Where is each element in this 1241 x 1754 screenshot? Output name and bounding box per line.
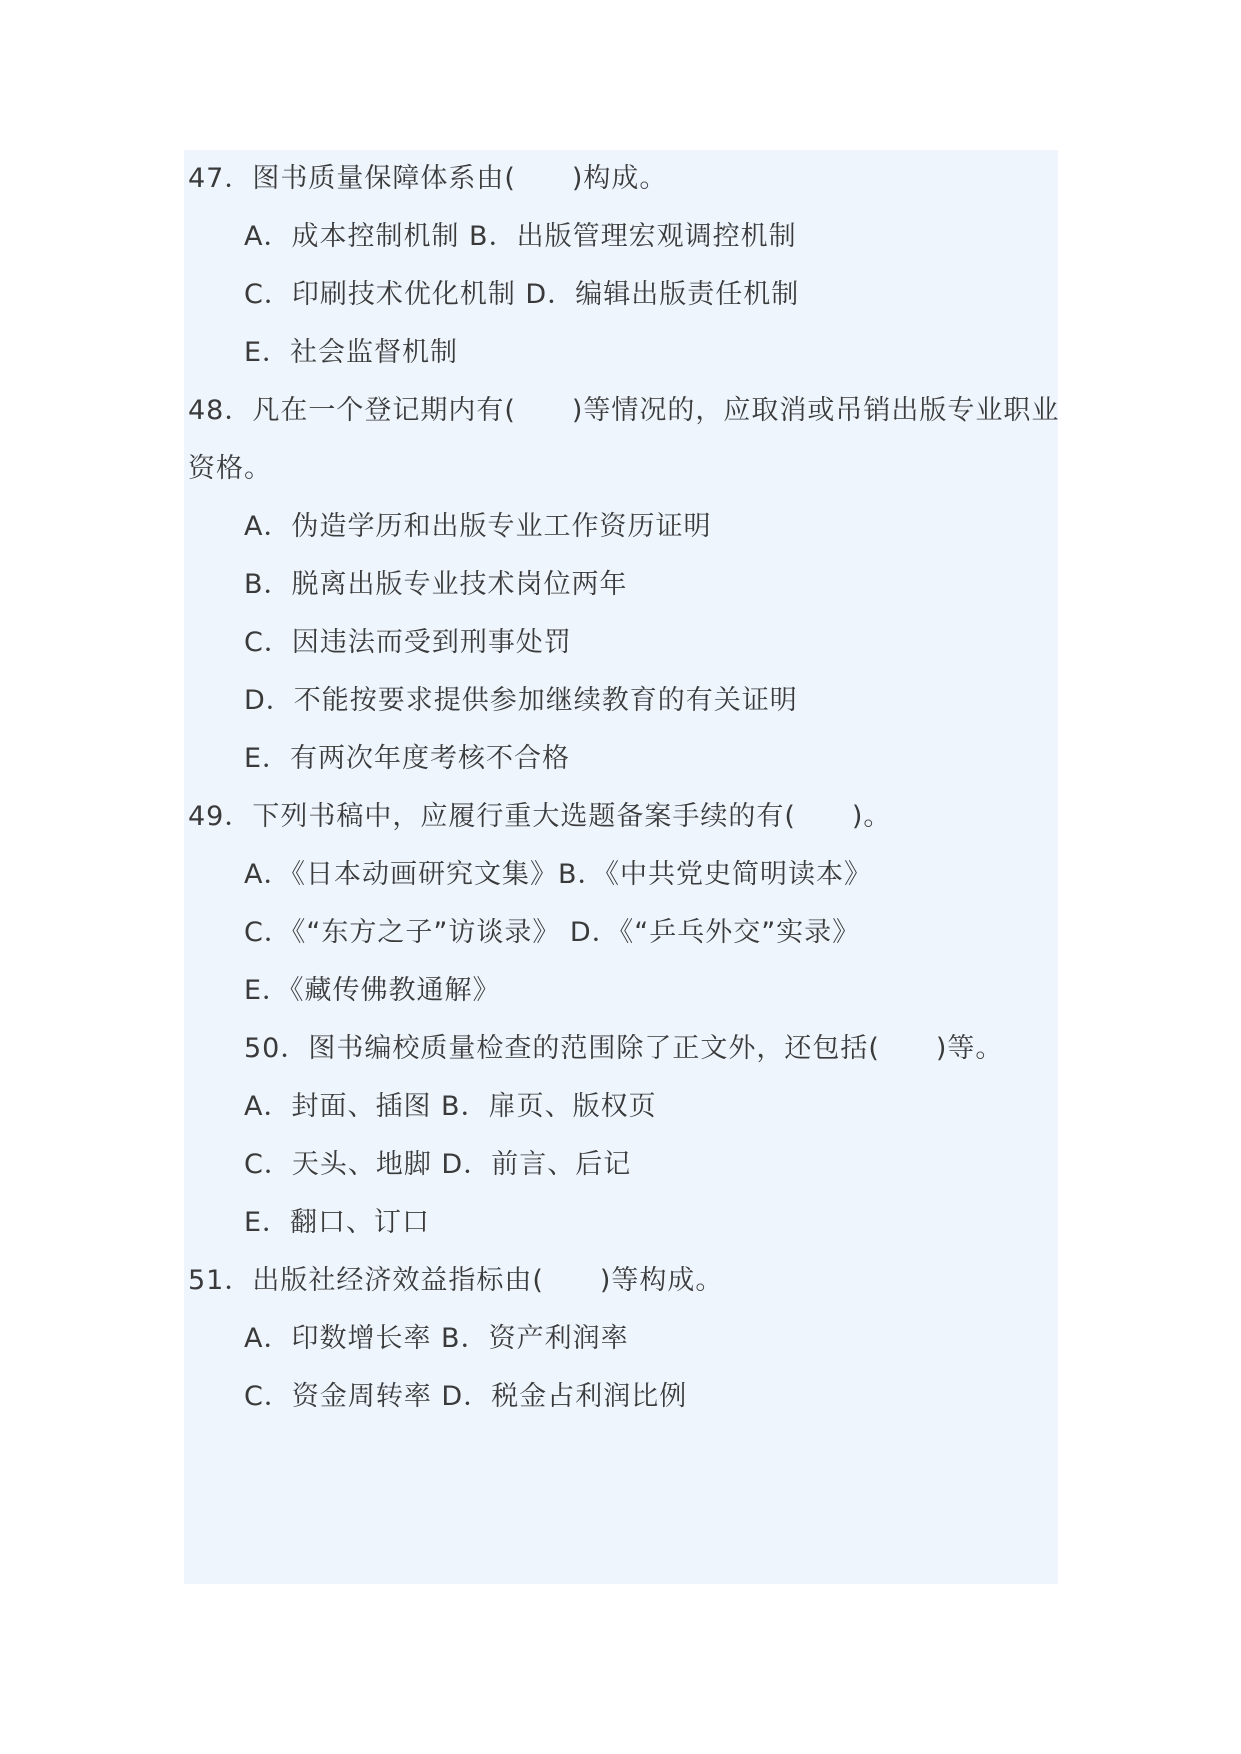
question-48-option-line: B．脱离出版专业技术岗位两年 [244, 569, 628, 600]
question-49-stem: 49．下列书稿中，应履行重大选题备案手续的有( )。 [188, 801, 892, 832]
question-48-option-line: C．因违法而受到刑事处罚 [244, 627, 572, 658]
question-50-option-line: C．天头、地脚 D．前言、后记 [244, 1149, 632, 1180]
question-48-stem-continued: 资格。 [188, 453, 272, 484]
question-51-option-line: A．印数增长率 B．资产利润率 [244, 1323, 629, 1354]
question-47-option-line: A．成本控制机制 B．出版管理宏观调控机制 [244, 221, 797, 252]
question-50-option-line: E．翻口、订口 [244, 1207, 431, 1238]
question-51-option-line: C．资金周转率 D．税金占利润比例 [244, 1381, 688, 1412]
question-49-option-line: A．《日本动画研究文集》B．《中共党史简明读本》 [244, 859, 872, 890]
question-47-option-line: E．社会监督机制 [244, 337, 459, 368]
question-50-option-line: A．封面、插图 B．扉页、版权页 [244, 1091, 657, 1122]
question-49-option-line: E．《藏传佛教通解》 [244, 975, 501, 1006]
question-47-option-line: C．印刷技术优化机制 D．编辑出版责任机制 [244, 279, 800, 310]
question-48-option-line: D．不能按要求提供参加继续教育的有关证明 [244, 685, 798, 716]
question-48-option-line: E．有两次年度考核不合格 [244, 743, 571, 774]
question-49-option-line: C．《“东方之子”访谈录》 D．《“乒乓外交”实录》 [244, 917, 861, 948]
question-51-stem: 51．出版社经济效益指标由( )等构成。 [188, 1265, 724, 1296]
question-48-option-line: A．伪造学历和出版专业工作资历证明 [244, 511, 712, 542]
question-47-stem: 47．图书质量保障体系由( )构成。 [188, 163, 668, 194]
question-50-stem: 50．图书编校质量检查的范围除了正文外，还包括( )等。 [244, 1033, 1004, 1064]
question-48-stem: 48．凡在一个登记期内有( )等情况的，应取消或吊销出版专业职业 [188, 395, 1060, 426]
